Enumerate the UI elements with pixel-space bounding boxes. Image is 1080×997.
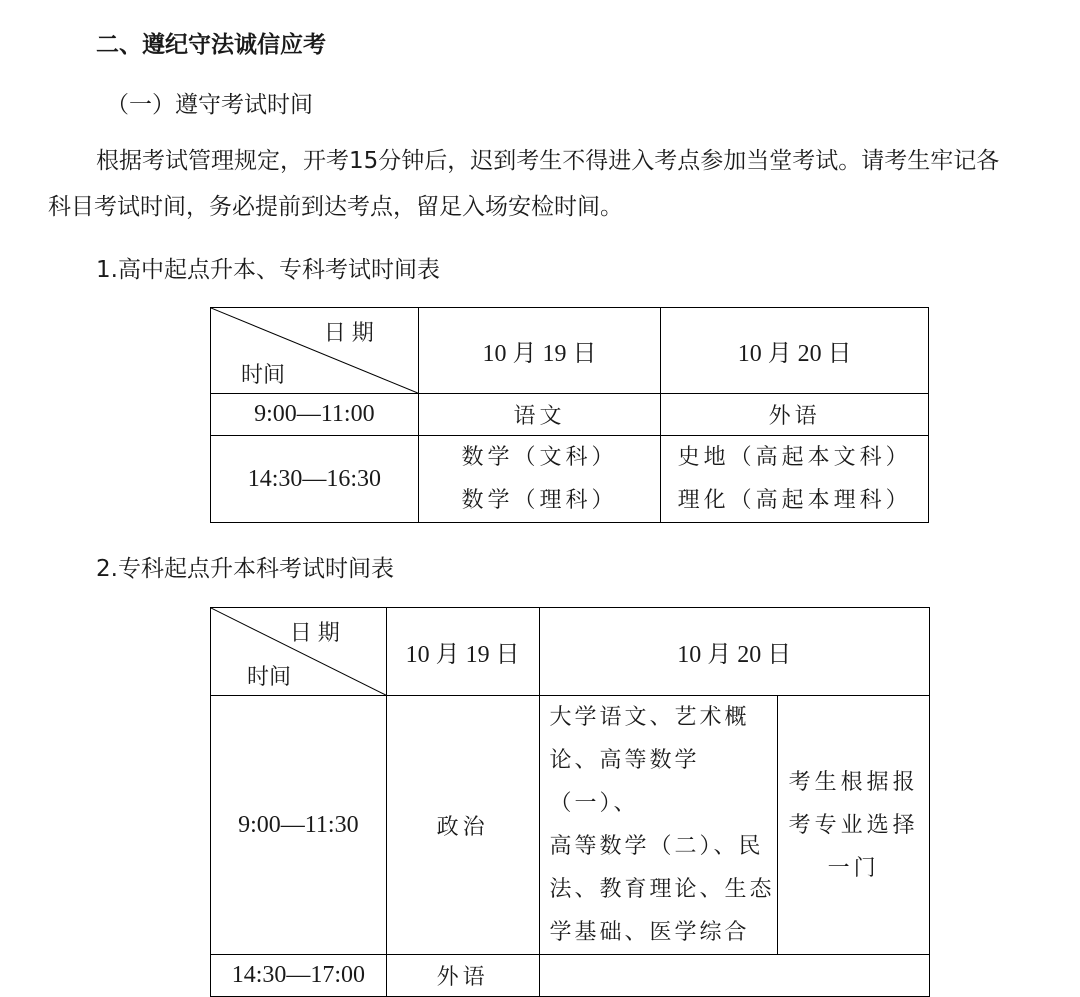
header-time-label: 时间: [247, 665, 292, 690]
date-cell-oct20: 10 月 20 日: [539, 608, 930, 696]
subsection-heading: （一）遵守考试时间: [106, 92, 313, 118]
date-cell-oct20: 10 月 20 日: [661, 308, 929, 394]
subject-line: 理化（高起本理科）: [677, 488, 912, 513]
table-row: [211, 696, 930, 955]
subject-line: 法、教育理论、生态: [549, 877, 775, 902]
note-line: 考生根据报: [788, 769, 919, 795]
subject-list-cell: [539, 696, 778, 955]
note-cell: [778, 696, 930, 955]
subject-line: 大学语文、艺术概: [549, 705, 750, 730]
subject-line: 史地（高起本文科）: [677, 445, 912, 470]
header-date-label: 日期: [289, 621, 346, 646]
subject-cell: 外语: [661, 394, 929, 436]
note-line: 考专业选择: [788, 812, 919, 838]
subject-cell: 语文: [418, 394, 661, 436]
diagonal-header-cell: [211, 308, 419, 394]
time-cell: 9:00—11:30: [211, 696, 387, 955]
paragraph-line-1: 根据考试管理规定，开考15分钟后，迟到考生不得进入考点参加当堂考试。请考生牢记各: [96, 148, 1000, 174]
subject-line: 学基础、医学综合: [549, 920, 750, 945]
note-line: 一门: [827, 855, 880, 881]
header-date-label: 日期: [323, 321, 380, 346]
table-row: [211, 436, 929, 523]
date-cell-oct19: 10 月 19 日: [386, 608, 539, 696]
schedule-table-2: [210, 607, 930, 997]
table-row: [211, 394, 929, 436]
table-header-row: [211, 308, 929, 394]
subject-cell: [661, 436, 929, 523]
subject-cell: 政治: [386, 696, 539, 955]
schedule-table-1: [210, 307, 929, 523]
header-time-label: 时间: [241, 363, 286, 388]
time-cell: 14:30—16:30: [211, 436, 419, 523]
diagonal-header-cell: [211, 608, 387, 696]
subject-line: 数学（理科）: [461, 488, 618, 513]
subject-line: 高等数学（二）、民: [549, 834, 764, 859]
subject-cell: 外语: [386, 955, 539, 997]
table2-title: 2.专科起点升本科考试时间表: [96, 556, 394, 582]
table-row: [211, 955, 930, 997]
subject-cell: [418, 436, 661, 523]
subject-line: 论、高等数学（一）、: [549, 748, 700, 816]
time-cell: 9:00—11:00: [211, 394, 419, 436]
table-header-row: [211, 608, 930, 696]
empty-cell: [539, 955, 930, 997]
table1-title: 1.高中起点升本、专科考试时间表: [96, 257, 440, 283]
section-heading: 二、遵纪守法诚信应考: [96, 32, 326, 58]
subject-line: 数学（文科）: [461, 445, 618, 470]
time-cell: 14:30—17:00: [211, 955, 387, 997]
date-cell-oct19: 10 月 19 日: [418, 308, 661, 394]
paragraph-line-2: 科目考试时间，务必提前到达考点，留足入场安检时间。: [48, 194, 623, 220]
instruction-paragraph: [48, 138, 1048, 230]
